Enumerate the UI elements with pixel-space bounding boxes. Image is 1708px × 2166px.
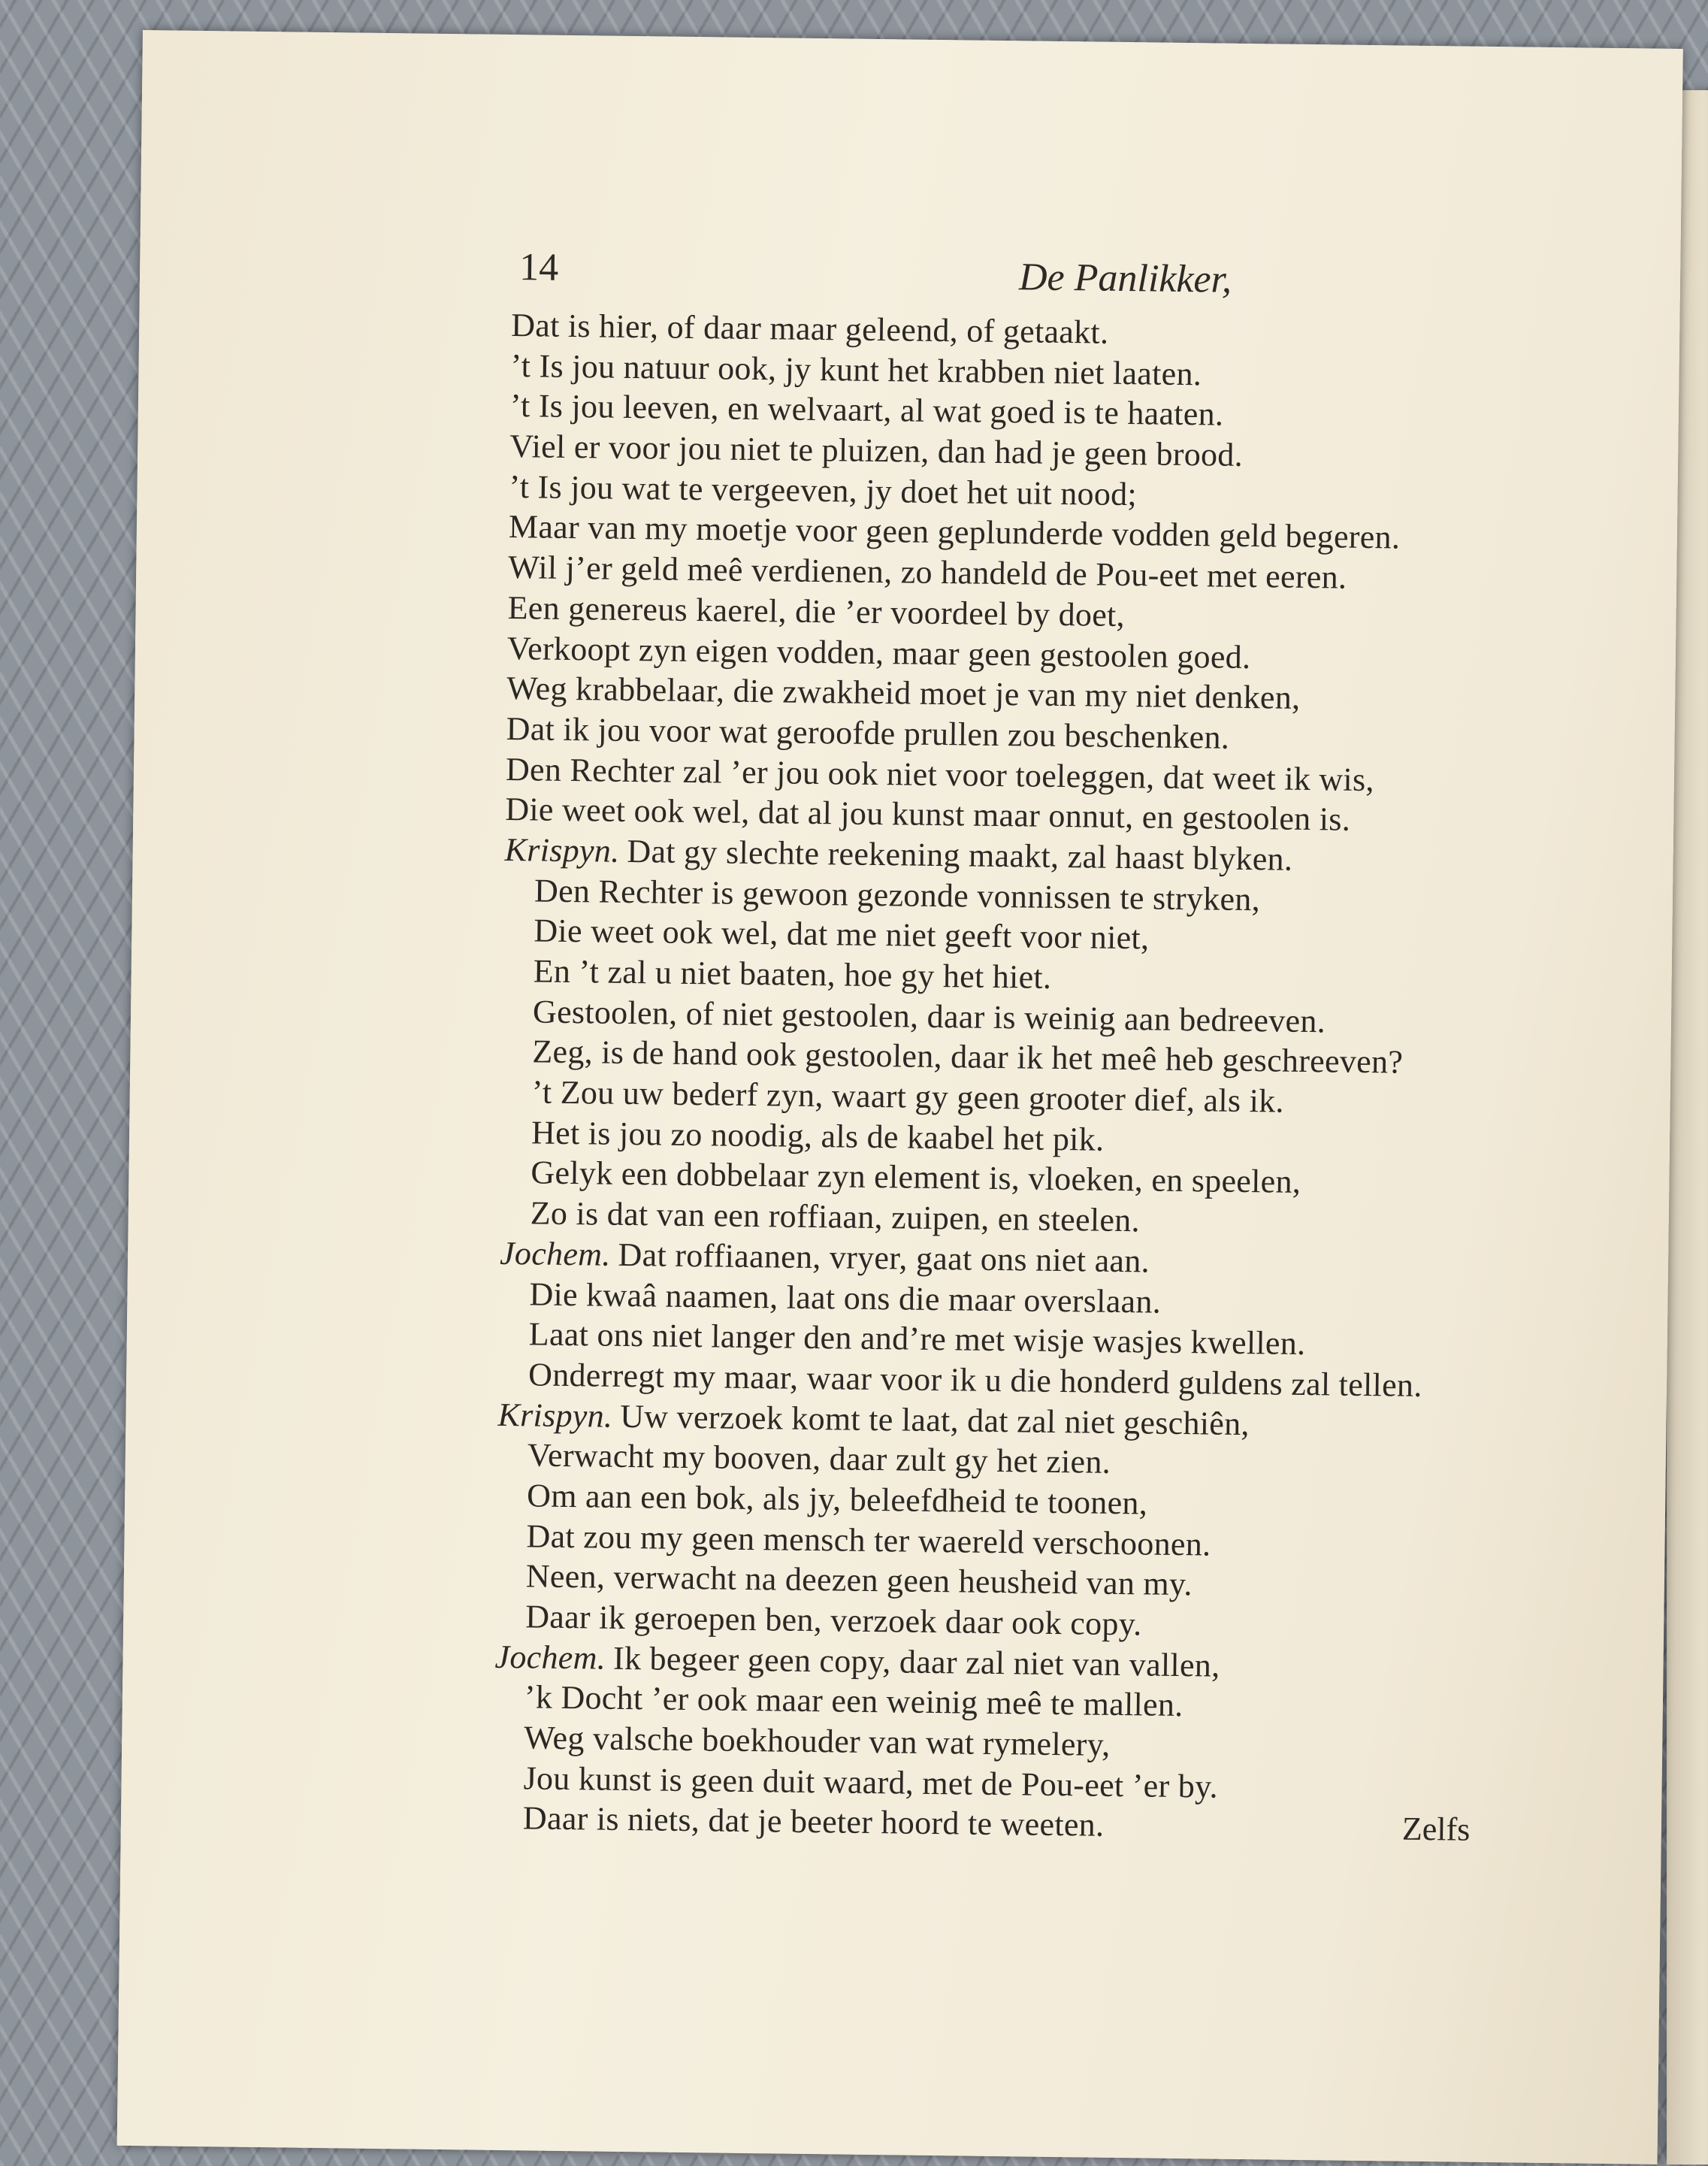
verse-text: Gelyk een dobbelaar zyn element is, vloeken, en speelen, [531, 1154, 1301, 1201]
running-head: De Panlikker, [1018, 256, 1232, 301]
catchword: Zelfs [1401, 1810, 1471, 1848]
verse-text: Verkoopt zyn eigen vodden, maar geen gestoolen goed. [506, 629, 1251, 676]
verse-text: Den Rechter is gewoon gezonde vonnissen te stryken, [534, 872, 1261, 918]
verse-text: ’t Is jou leeven, en welvaart, al wat goed is te haaten. [509, 387, 1224, 433]
speaker-name: Krispyn. [497, 1396, 613, 1435]
verse-text: Weg krabbelaar, die zwakheid moet je van my niet denken, [506, 670, 1301, 717]
speaker-name: Krispyn. [504, 830, 620, 870]
verse-text: Het is jou zo noodig, als de kaabel het pik. [531, 1114, 1105, 1158]
verse-text: Viel er voor jou niet te pluizen, dan had je geen brood. [509, 428, 1244, 473]
verse-text: ’t Zou uw bederf zyn, waart gy geen grooter dief, als ik. [531, 1073, 1285, 1120]
verse-text: Die kwaâ naamen, laat ons die maar overslaan. [529, 1275, 1162, 1320]
verse-text: ’t Is jou natuur ook, jy kunt het krabben niet laaten. [510, 346, 1202, 392]
verse-text: Verwacht my booven, daar zult gy het zien. [527, 1436, 1111, 1481]
verse-text: En ’t zal u niet baaten, hoe gy het hiet. [533, 952, 1052, 996]
verse-text: Gestoolen, of niet gestoolen, daar is weinig aan bedreeven. [532, 993, 1326, 1040]
speaker-name: Jochem. [499, 1234, 611, 1273]
page-number: 14 [518, 246, 559, 289]
verse-text: Dat is hier, of daar maar geleend, of getaakt. [510, 307, 1109, 351]
verse-text: Zeg, is de hand ook gestoolen, daar ik het meê heb geschreeven? [532, 1033, 1404, 1081]
verse-text: Jou kunst is geen duit waard, met de Pou-eet ’er by. [523, 1759, 1219, 1805]
verse-text: Een genereus kaerel, die ’er voordeel by doet, [507, 588, 1126, 634]
verse-text: ’k Docht ’er ook maar een weinig meê te mallen. [524, 1678, 1184, 1724]
verse-text: Dat ik jou voor wat geroofde prullen zou beschenken. [506, 709, 1230, 756]
verse-text: Neen, verwacht na deezen geen heusheid van my. [525, 1557, 1193, 1603]
verse-text: Dat roffiaanen, vryer, gaat ons niet aan. [618, 1236, 1150, 1280]
verse-text: Den Rechter zal ’er jou ook niet voor toeleggen, dat weet ik wis, [505, 750, 1375, 798]
book-page [117, 30, 1683, 2164]
verse-text: Daar ik geroepen ben, verzoek daar ook copy. [524, 1598, 1142, 1643]
verse-text: Die weet ook wel, dat al jou kunst maar onnut, en gestoolen is. [505, 791, 1351, 838]
verse-text: Dat gy slechte reekening maakt, zal haast blyken. [627, 832, 1293, 878]
verse-text: Wil j’er geld meê verdienen, zo handeld de Pou-eet met eeren. [508, 549, 1347, 596]
verse-text-block [493, 305, 1624, 1852]
verse-text: Zo is dat van een roffiaan, zuipen, en steelen. [530, 1194, 1141, 1239]
speaker-name: Jochem. [494, 1638, 606, 1677]
verse-text: Dat zou my geen mensch ter waereld verschoonen. [526, 1517, 1211, 1563]
verse-text: Om aan een bok, als jy, beleefdheid te toonen, [526, 1477, 1148, 1522]
verse-text: Onderregt my maar, waar voor ik u die honderd guldens zal tellen. [528, 1356, 1422, 1404]
verse-text: ’t Is jou wat te vergeeven, jy doet het uit nood; [509, 467, 1138, 513]
verse-text: Uw verzoek komt te laat, dat zal niet geschiên, [619, 1397, 1250, 1442]
verse-text: Ik begeer geen copy, daar zal niet van vallen, [612, 1639, 1220, 1684]
verse-text: Weg valsche boekhouder van wat rymelery, [523, 1719, 1111, 1763]
verse-text: Laat ons niet langer den and’re met wisje wasjes kwellen. [528, 1315, 1306, 1363]
verse-text: Daar is niets, dat je beeter hoord te weeten. [522, 1799, 1105, 1844]
verse-text: Die weet ook wel, dat me niet geeft voor niet, [534, 912, 1150, 957]
verse-text: Maar van my moetje voor geen geplunderde vodden geld begeren. [508, 508, 1401, 556]
